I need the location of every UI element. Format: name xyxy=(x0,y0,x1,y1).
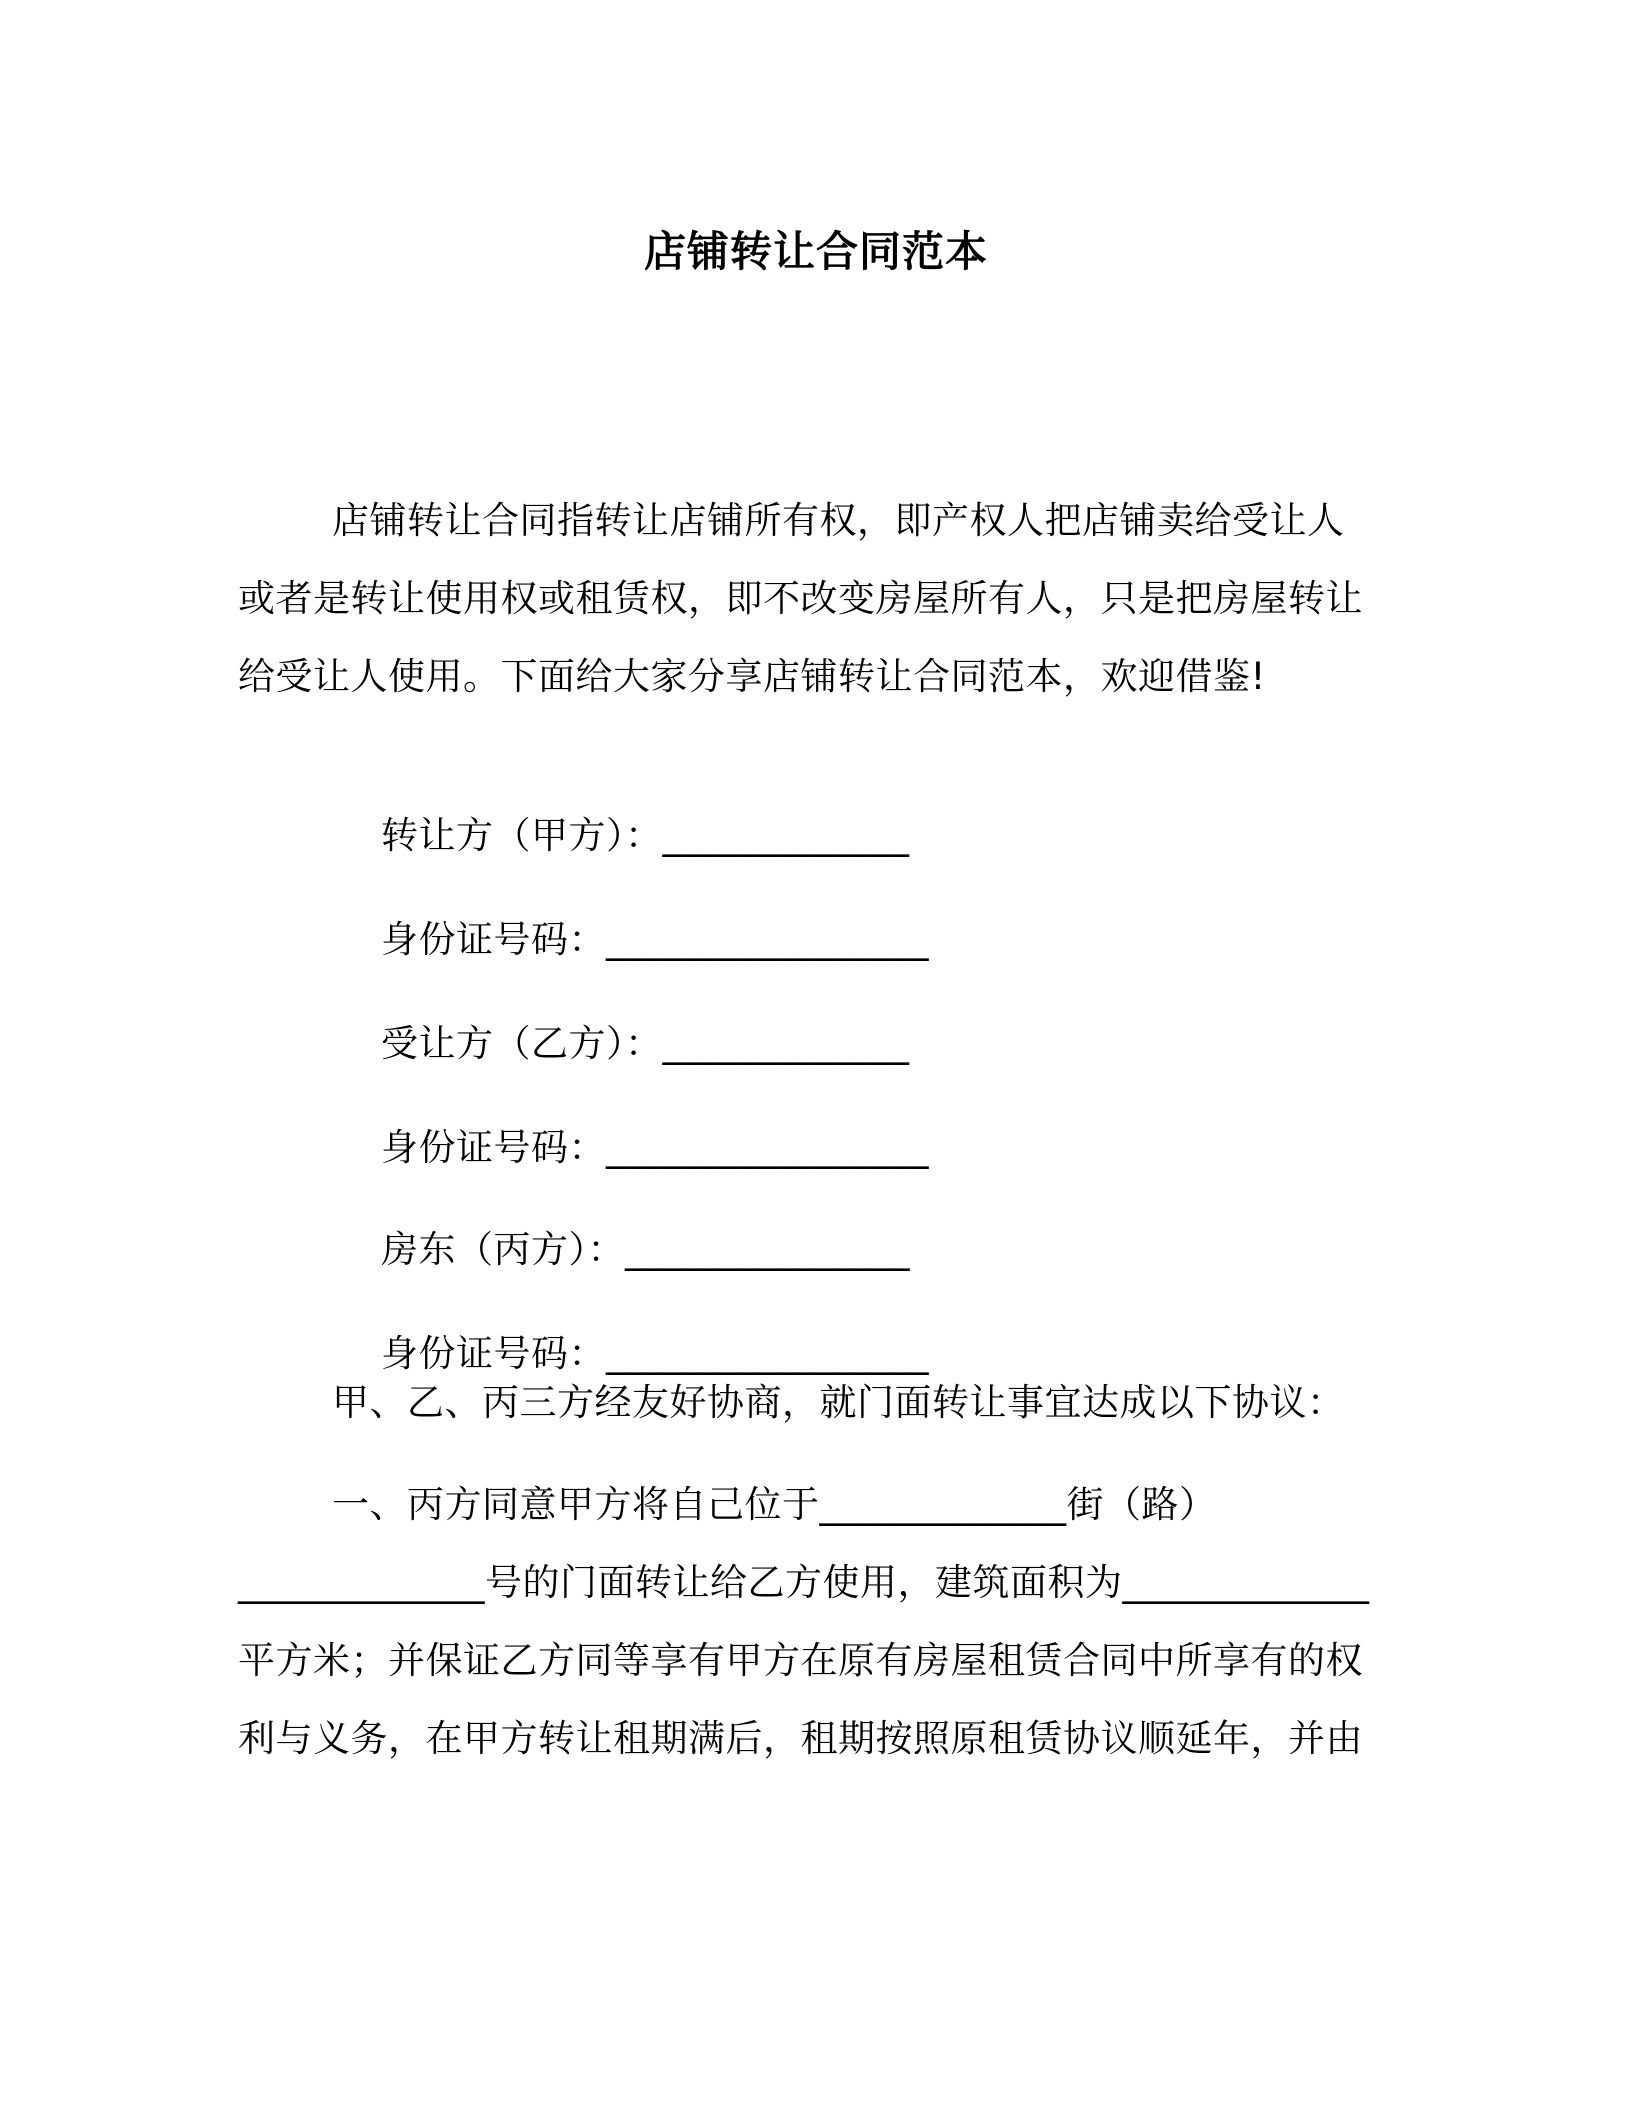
field-label: 房东（丙方）： xyxy=(381,1228,626,1271)
field-label: 身份证号码： xyxy=(381,1332,607,1375)
field-blank: _________________ xyxy=(606,1332,930,1375)
document-title: 店铺转让合同范本 xyxy=(643,227,988,276)
field-blank: _____________ xyxy=(662,814,910,857)
field-label: 转让方（甲方）： xyxy=(381,814,663,857)
intro-paragraph: 店铺转让合同指转让店铺所有权，即产权人把店铺卖给受让人或者是转让使用权或租赁权，即不改变房屋所有人，只是把房屋转让给受让人使用。下面给大家分享店铺转让合同范本，欢迎借鉴! xyxy=(238,499,1363,698)
field-label: 身份证号码： xyxy=(381,1126,607,1169)
field-label: 身份证号码： xyxy=(381,918,607,961)
field-label: 受让方（乙方）： xyxy=(381,1022,663,1065)
field-blank: _______________ xyxy=(625,1228,911,1271)
agreement-intro-paragraph: 甲、乙、丙三方经友好协商，就门面转让事宜达成以下协议： xyxy=(332,1381,1345,1424)
clause-one-paragraph: 一、丙方同意甲方将自己位于_____________街（路）_____________号的门面转让给乙方使用，建筑面积为_____________平方米；并保证乙方同等享有甲方在原有房屋租赁合同中所享有的权利与义务，在甲方转让租期满后，租期按照原租赁协议顺延年，并由 xyxy=(238,1483,1370,1760)
field-blank: _________________ xyxy=(606,1126,930,1169)
field-blank: _____________ xyxy=(662,1022,910,1065)
field-blank: _________________ xyxy=(606,918,930,961)
